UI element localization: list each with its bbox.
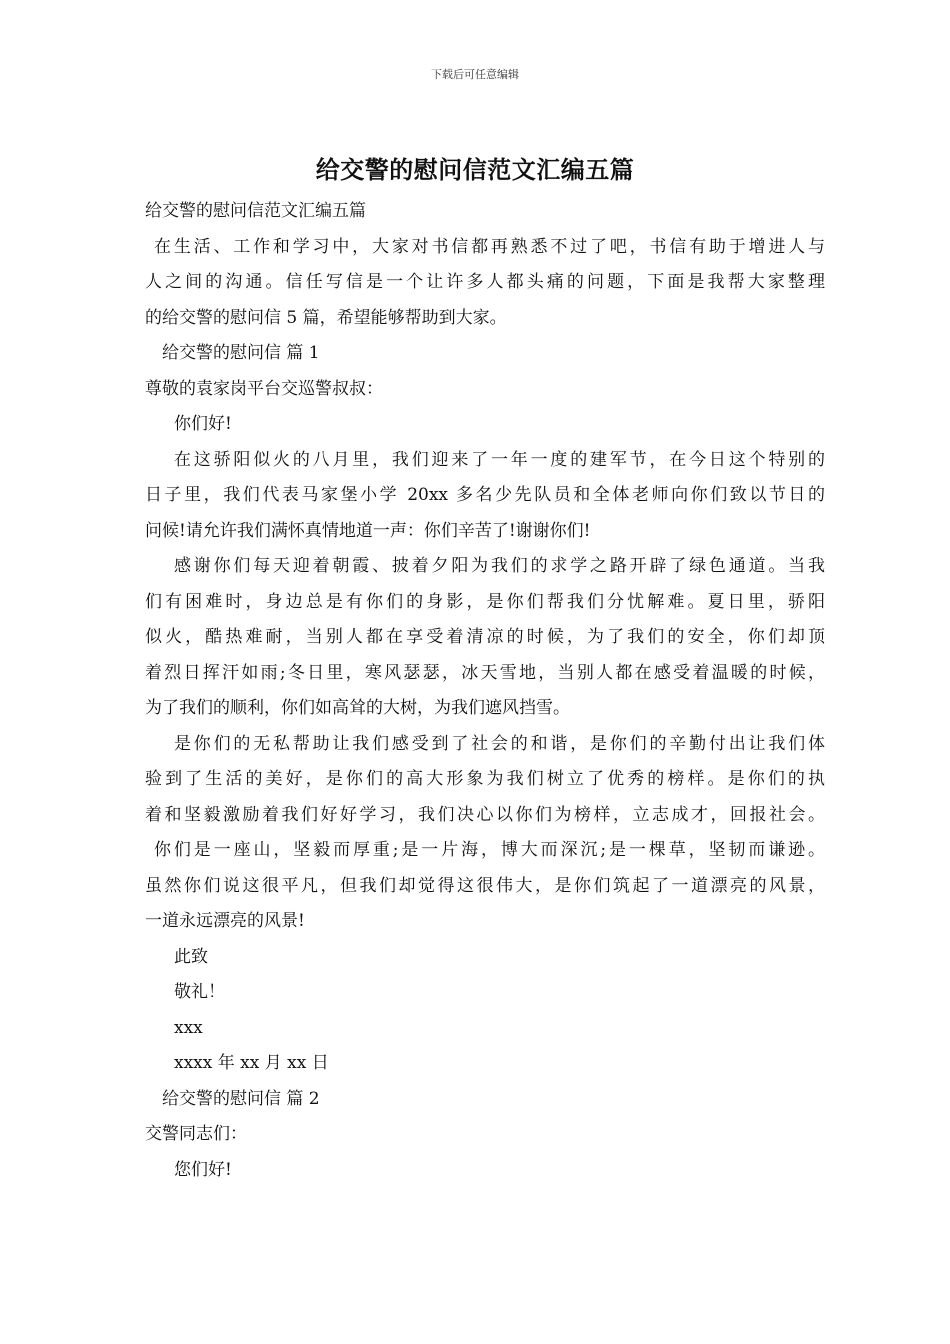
paragraph-line: 日子里，我们代表马家堡小学 20xx 多名少先队员和全体老师向你们致以节日的 bbox=[145, 485, 825, 505]
paragraph-line: 着和坚毅激励着我们好好学习，我们决心以你们为榜样，立志成才，回报社会。 bbox=[145, 804, 825, 825]
paragraph-line: 验到了生活的美好，是你们的高大形象为我们树立了优秀的榜样。是你们的执 bbox=[145, 769, 825, 789]
greeting-line: 您们好! bbox=[174, 1159, 232, 1180]
paragraph-line: 为了我们的顺利，你们如高耸的大树，为我们遮风挡雪。 bbox=[145, 698, 570, 718]
salutation-line: 交警同志们： bbox=[145, 1124, 247, 1144]
paragraph-line: 着烈日挥汗如雨;冬日里，寒风瑟瑟，冰天雪地，当别人都在感受着温暖的时候， bbox=[145, 662, 825, 683]
paragraph-line: 在生活、工作和学习中，大家对书信都再熟悉不过了吧，书信有助于增进人与 bbox=[154, 236, 825, 257]
greeting-line: 你们好! bbox=[174, 414, 232, 434]
paragraph-line: 问候!请允许我们满怀真情地道一声：你们辛苦了!谢谢你们! bbox=[145, 520, 591, 541]
document-title: 给交警的慰问信范文汇编五篇 bbox=[315, 155, 635, 184]
paragraph-line: 们有困难时，身边总是有你们的身影，是你们帮我们分忧解难。夏日里，骄阳 bbox=[145, 591, 825, 612]
paragraph-line: 一道永远漂亮的风景! bbox=[145, 911, 305, 931]
document-body bbox=[145, 194, 825, 1188]
signature-line: xxx bbox=[174, 1017, 203, 1038]
header-note: 下载后可任意编辑 bbox=[431, 68, 519, 81]
paragraph-line: 虽然你们说这很平凡，但我们却觉得这很伟大，是你们筑起了一道漂亮的风景， bbox=[145, 875, 825, 896]
paragraph-line: 是你们的无私帮助让我们感受到了社会的和谐，是你们的辛勤付出让我们体 bbox=[174, 733, 825, 754]
closing-line: 此致 bbox=[174, 946, 208, 967]
section-heading: 给交警的慰问信 篇 1 bbox=[162, 343, 320, 363]
date-line: xxxx 年 xx 月 xx 日 bbox=[174, 1053, 329, 1073]
paragraph-line: 的给交警的慰问信 5 篇，希望能够帮助到大家。 bbox=[145, 307, 507, 328]
paragraph-line: 似火，酷热难耐，当别人都在享受着清凉的时候，为了我们的安全，你们却顶 bbox=[145, 627, 825, 647]
closing-line: 敬礼！ bbox=[174, 982, 225, 1002]
subtitle-line: 给交警的慰问信范文汇编五篇 bbox=[145, 201, 366, 221]
paragraph-line: 人之间的沟通。信任写信是一个让许多人都头痛的问题，下面是我帮大家整理 bbox=[145, 272, 825, 292]
section-heading: 给交警的慰问信 篇 2 bbox=[162, 1088, 320, 1109]
paragraph-line: 你们是一座山，坚毅而厚重;是一片海，博大而深沉;是一棵草，坚韧而谦逊。 bbox=[154, 840, 825, 860]
paragraph-line: 感谢你们每天迎着朝霞、披着夕阳为我们的求学之路开辟了绿色通道。当我 bbox=[174, 556, 825, 576]
salutation-line: 尊敬的袁家岗平台交巡警叔叔： bbox=[145, 378, 383, 399]
paragraph-line: 在这骄阳似火的八月里，我们迎来了一年一度的建军节，在今日这个特别的 bbox=[174, 449, 825, 470]
